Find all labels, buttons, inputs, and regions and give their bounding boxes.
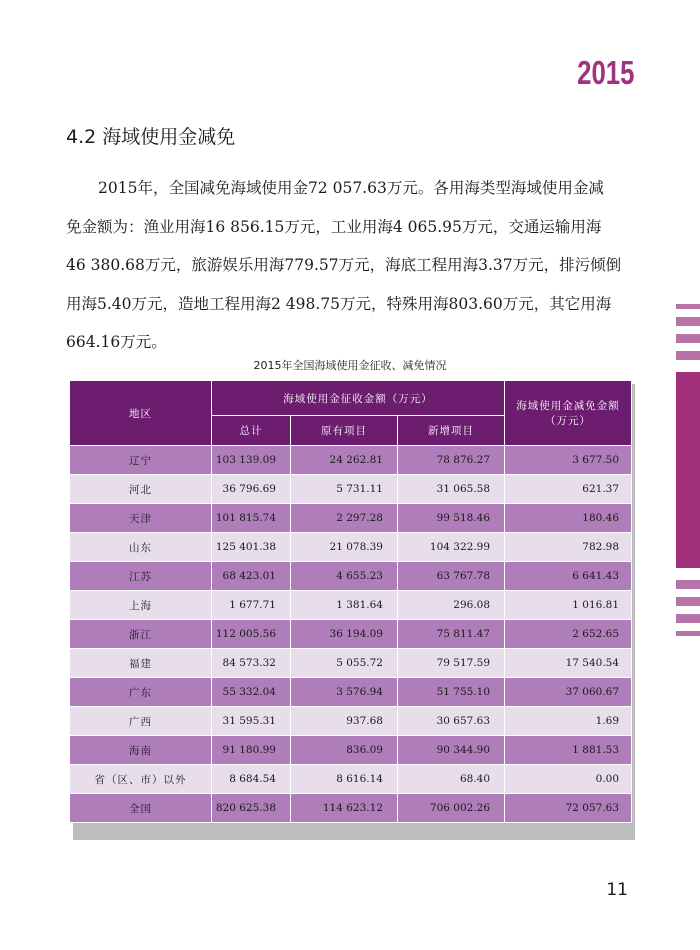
cell-new: 51 755.10 [398,678,505,707]
cell-total: 84 573.32 [212,649,291,678]
cell-original: 937.68 [291,707,398,736]
header-total: 总计 [212,416,291,446]
cell-original: 24 262.81 [291,446,398,475]
body-line: 免金额为：渔业用海16 856.15万元，工业用海4 065.95万元，交通运输用海 [66,217,602,236]
side-stripe [676,614,700,623]
table-row [70,446,632,475]
cell-total: 101 815.74 [212,504,291,533]
cell-region: 山东 [70,533,212,562]
table-row-total [70,794,632,823]
cell-total: 820 625.38 [212,794,291,823]
cell-exempt: 621.37 [505,475,632,504]
table-caption: 2015年全国海域使用金征收、减免情况 [253,359,447,372]
cell-new: 31 065.58 [398,475,505,504]
cell-original: 5 731.11 [291,475,398,504]
table-row [70,620,632,649]
cell-exempt: 17 540.54 [505,649,632,678]
cell-exempt: 6 641.43 [505,562,632,591]
cell-original: 21 078.39 [291,533,398,562]
cell-original: 36 194.09 [291,620,398,649]
year-mark: 2015 [576,54,634,91]
cell-original: 4 655.23 [291,562,398,591]
cell-original: 114 623.12 [291,794,398,823]
cell-exempt: 1 881.53 [505,736,632,765]
header-exempt: 海域使用金减免金额（万元） [505,381,632,446]
cell-new: 78 876.27 [398,446,505,475]
data-table [69,380,632,823]
body-line: 664.16万元。 [66,333,167,351]
cell-region: 全国 [70,794,212,823]
cell-exempt: 1 016.81 [505,591,632,620]
header-new: 新增项目 [398,416,505,446]
cell-exempt: 37 060.67 [505,678,632,707]
cell-new: 706 002.26 [398,794,505,823]
header-collect-group: 海域使用金征收金额（万元） [212,381,505,416]
side-stripe [676,304,700,309]
cell-new: 75 811.47 [398,620,505,649]
table-row [70,475,632,504]
cell-region: 辽宁 [70,446,212,475]
cell-total: 55 332.04 [212,678,291,707]
cell-new: 79 517.59 [398,649,505,678]
cell-region: 海南 [70,736,212,765]
cell-region: 天津 [70,504,212,533]
side-stripe [676,597,700,606]
side-stripe [676,351,700,360]
table-row [70,765,632,794]
cell-exempt: 2 652.65 [505,620,632,649]
page-number: 11 [606,880,628,900]
table-row [70,678,632,707]
table-row [70,591,632,620]
cell-original: 8 616.14 [291,765,398,794]
cell-total: 8 684.54 [212,765,291,794]
cell-total: 112 005.56 [212,620,291,649]
section-title: 4.2 海域使用金减免 [66,126,236,148]
side-stripe [676,317,700,326]
cell-original: 2 297.28 [291,504,398,533]
table-row [70,562,632,591]
cell-exempt: 1.69 [505,707,632,736]
cell-total: 68 423.01 [212,562,291,591]
body-line: 用海5.40万元，造地工程用海2 498.75万元，特殊用海803.60万元，其它用海 [66,294,612,313]
cell-new: 68.40 [398,765,505,794]
cell-new: 104 322.99 [398,533,505,562]
cell-original: 3 576.94 [291,678,398,707]
cell-new: 30 657.63 [398,707,505,736]
cell-original: 5 055.72 [291,649,398,678]
body-line: 46 380.68万元，旅游娱乐用海779.57万元，海底工程用海3.37万元，排污倾倒 [66,256,622,274]
cell-total: 31 595.31 [212,707,291,736]
header-region: 地区 [70,381,212,446]
side-stripe [676,631,700,636]
cell-total: 125 401.38 [212,533,291,562]
cell-total: 36 796.69 [212,475,291,504]
cell-region: 河北 [70,475,212,504]
cell-total: 103 139.09 [212,446,291,475]
table-row [70,533,632,562]
cell-region: 上海 [70,591,212,620]
table-row [70,736,632,765]
cell-region: 省（区、市）以外 [70,765,212,794]
cell-region: 江苏 [70,562,212,591]
table-row [70,707,632,736]
cell-new: 90 344.90 [398,736,505,765]
cell-region: 福建 [70,649,212,678]
side-decoration [676,0,700,950]
side-stripe [676,580,700,589]
cell-total: 1 677.71 [212,591,291,620]
cell-new: 99 518.46 [398,504,505,533]
side-stripe [676,334,700,343]
table-row [70,504,632,533]
cell-new: 63 767.78 [398,562,505,591]
cell-original: 836.09 [291,736,398,765]
header-original: 原有项目 [291,416,398,446]
cell-exempt: 72 057.63 [505,794,632,823]
body-line: 2015年，全国减免海域使用金72 057.63万元。各用海类型海域使用金减 [98,179,604,197]
cell-region: 广西 [70,707,212,736]
cell-new: 296.08 [398,591,505,620]
cell-exempt: 782.98 [505,533,632,562]
cell-original: 1 381.64 [291,591,398,620]
cell-region: 广东 [70,678,212,707]
cell-region: 浙江 [70,620,212,649]
cell-total: 91 180.99 [212,736,291,765]
table-row [70,649,632,678]
side-block [676,372,700,568]
cell-exempt: 180.46 [505,504,632,533]
body-paragraph [66,169,636,362]
cell-exempt: 3 677.50 [505,446,632,475]
cell-exempt: 0.00 [505,765,632,794]
